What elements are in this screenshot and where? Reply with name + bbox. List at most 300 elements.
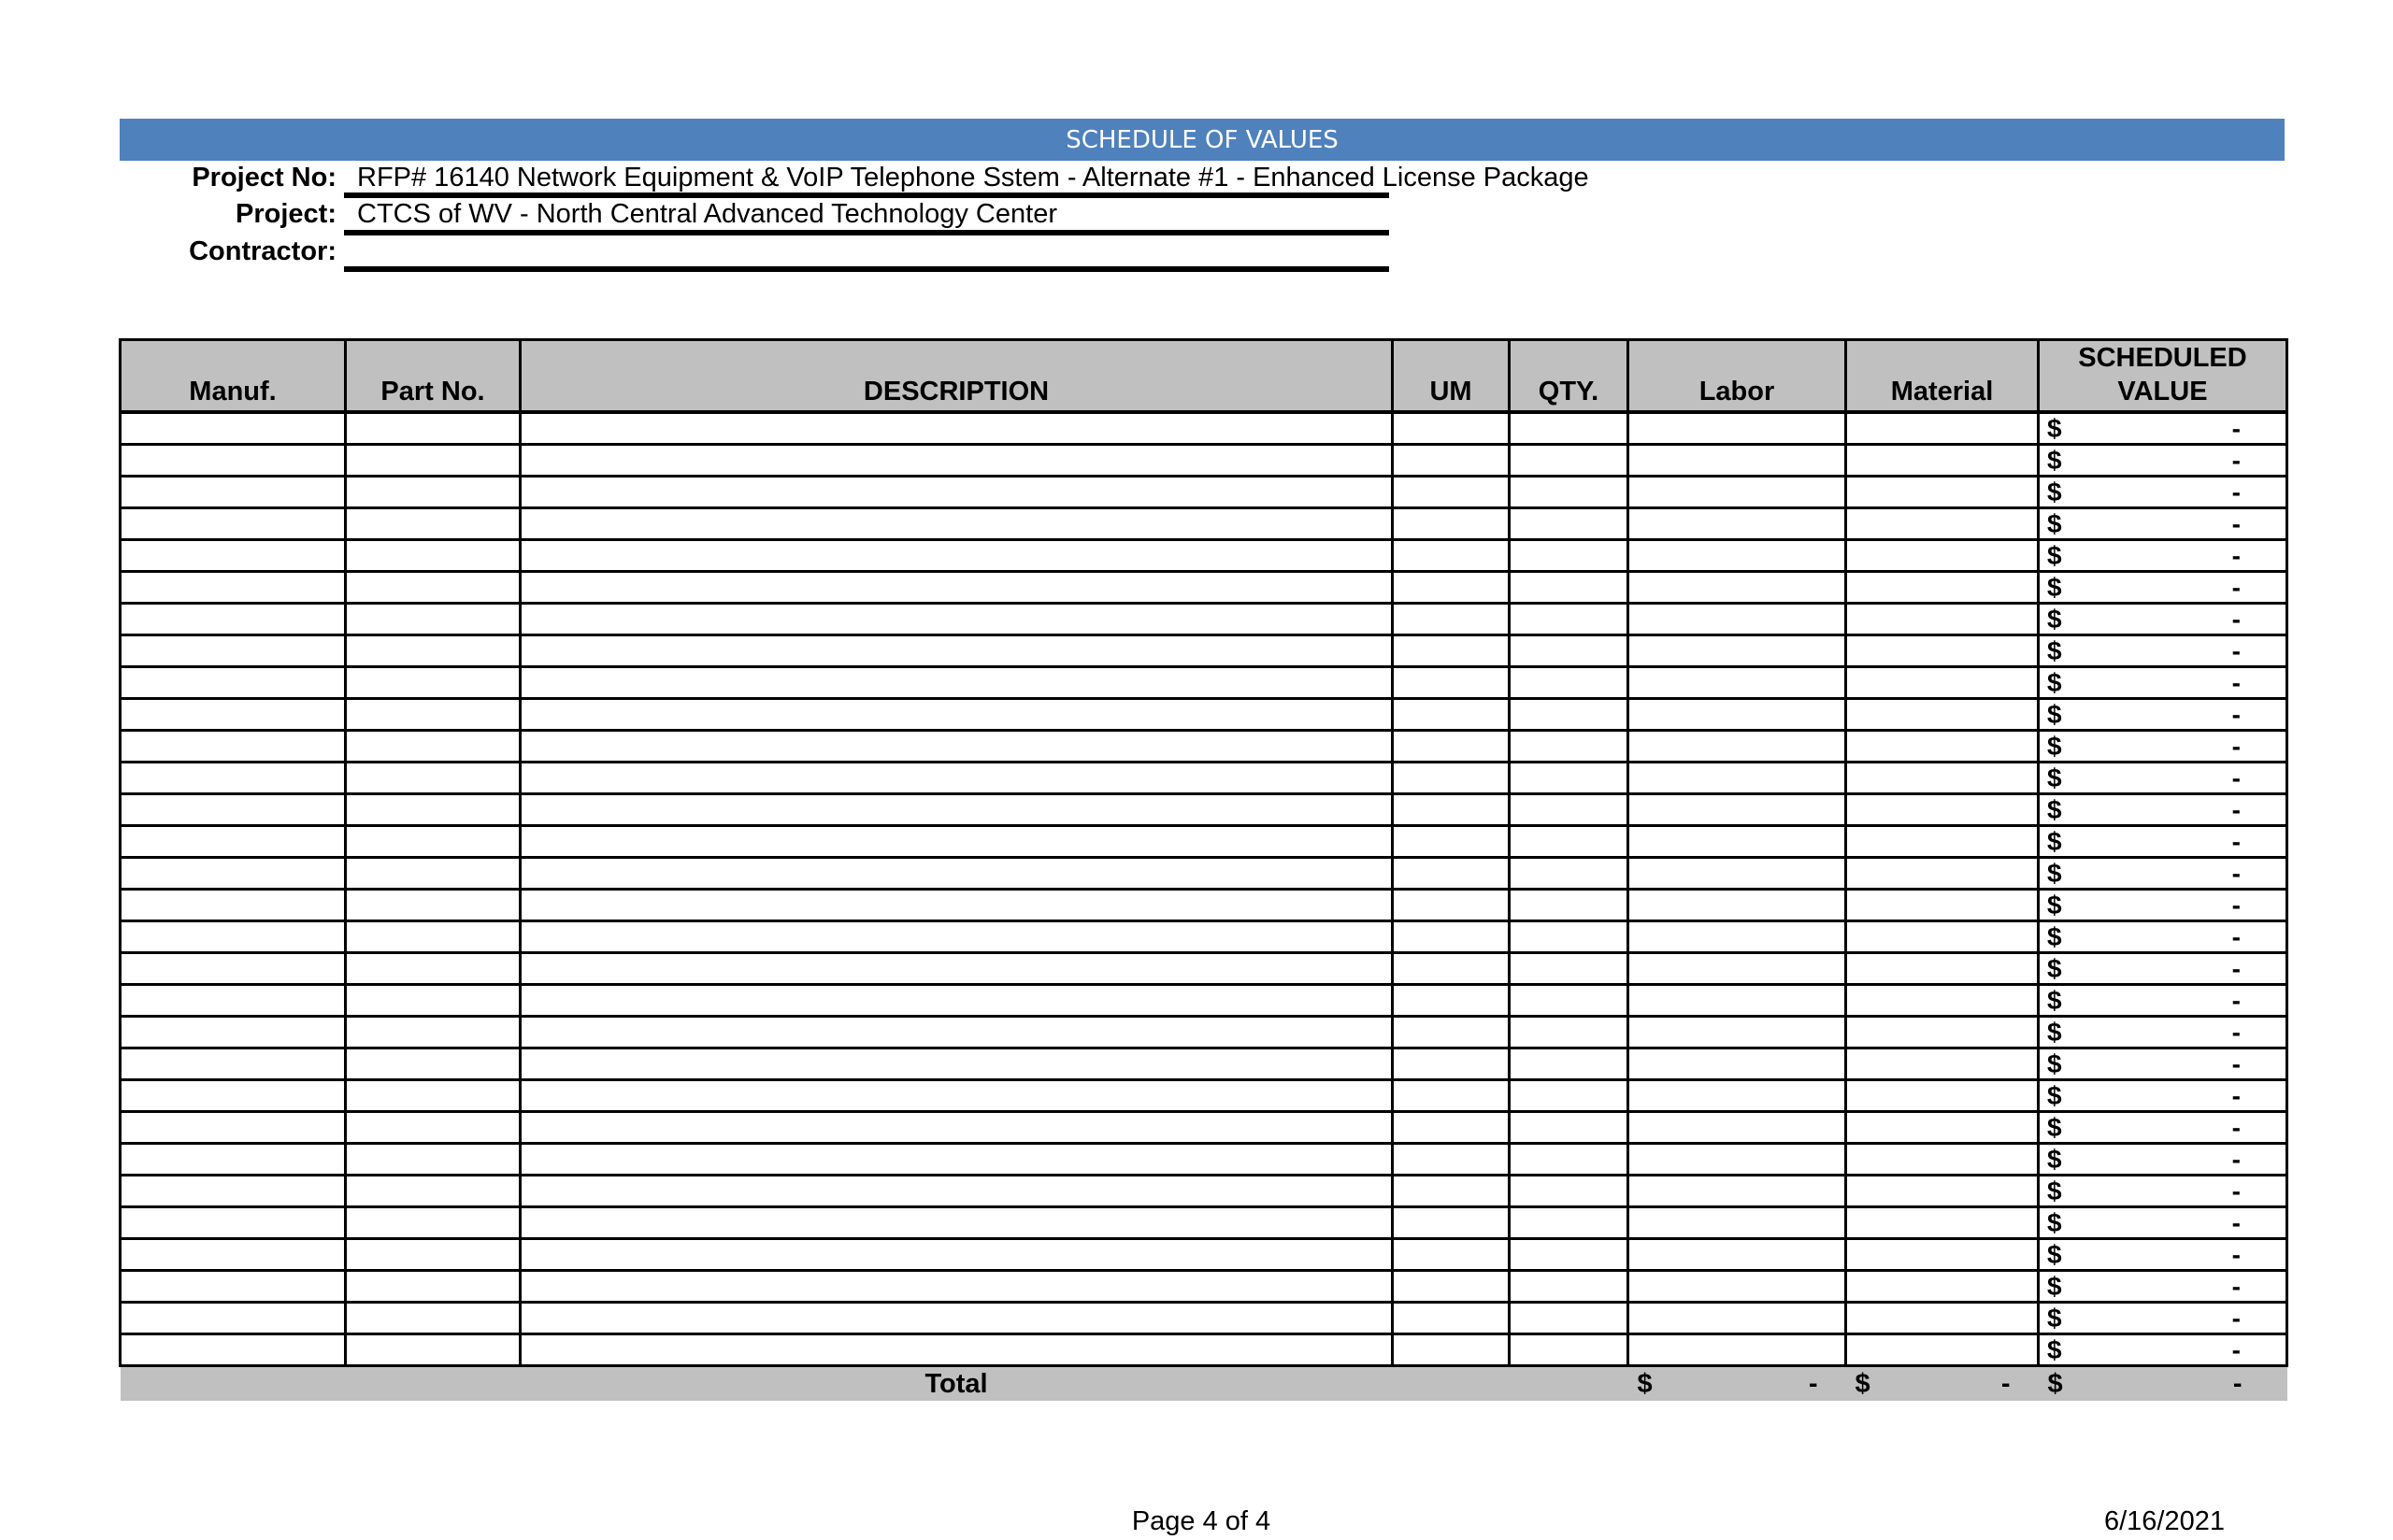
- cell-description[interactable]: [521, 1112, 1393, 1144]
- currency-symbol: $: [2047, 794, 2062, 824]
- currency-symbol: $: [2047, 858, 2062, 888]
- cell-description[interactable]: [521, 953, 1393, 985]
- currency-symbol: $: [2047, 413, 2062, 443]
- cell-qty[interactable]: [1510, 1303, 1628, 1334]
- cell-qty[interactable]: [1510, 1112, 1628, 1144]
- scheduled-value-amount: -: [2231, 1303, 2241, 1333]
- page-number: Page 4 of 4: [1131, 1506, 1271, 1536]
- table-row: [121, 477, 2287, 508]
- cell-qty[interactable]: [1510, 826, 1628, 858]
- cell-description[interactable]: [521, 1207, 1393, 1239]
- table-row: [121, 1303, 2287, 1334]
- cell-scheduled-value: [2039, 1207, 2287, 1239]
- table-row: [121, 1144, 2287, 1176]
- cell-um[interactable]: [1393, 1048, 1510, 1080]
- cell-scheduled-value: [2039, 1239, 2287, 1271]
- cell-material[interactable]: [1846, 667, 2039, 699]
- cell-description[interactable]: [521, 1080, 1393, 1112]
- cell-description[interactable]: [521, 667, 1393, 699]
- cell-labor[interactable]: [1628, 635, 1846, 667]
- cell-um[interactable]: [1393, 826, 1510, 858]
- cell-labor[interactable]: [1628, 1271, 1846, 1303]
- cell-qty[interactable]: [1510, 412, 1628, 445]
- table-row: [121, 985, 2287, 1017]
- cell-part-no[interactable]: [346, 1239, 521, 1271]
- cell-um[interactable]: [1393, 1334, 1510, 1366]
- cell-manuf[interactable]: [121, 1080, 346, 1112]
- cell-qty[interactable]: [1510, 1048, 1628, 1080]
- total-material-value: -: [2000, 1369, 2011, 1399]
- cell-manuf[interactable]: [121, 1048, 346, 1080]
- cell-material[interactable]: [1846, 1207, 2039, 1239]
- project-no-value: RFP# 16140 Network Equipment & VoIP Telephone Sstem - Alternate #1 - Enhanced License Package: [357, 163, 1589, 192]
- cell-scheduled-value: [2039, 604, 2287, 635]
- currency-symbol: $: [2047, 667, 2062, 697]
- cell-labor[interactable]: [1628, 1303, 1846, 1334]
- cell-um[interactable]: [1393, 572, 1510, 604]
- cell-material[interactable]: [1846, 445, 2039, 477]
- cell-qty[interactable]: [1510, 667, 1628, 699]
- cell-material[interactable]: [1846, 572, 2039, 604]
- currency-symbol: $: [2047, 508, 2062, 538]
- cell-um[interactable]: [1393, 540, 1510, 572]
- cell-manuf[interactable]: [121, 1303, 346, 1334]
- currency-symbol: $: [2047, 763, 2062, 792]
- cell-scheduled-value: [2039, 794, 2287, 826]
- cell-material[interactable]: [1846, 508, 2039, 540]
- cell-labor[interactable]: [1628, 794, 1846, 826]
- table-row: [121, 731, 2287, 763]
- cell-um[interactable]: [1393, 953, 1510, 985]
- cell-scheduled-value: [2039, 1080, 2287, 1112]
- project-no-label: Project No:: [192, 163, 337, 192]
- cell-labor[interactable]: [1628, 1176, 1846, 1207]
- cell-material[interactable]: [1846, 731, 2039, 763]
- cell-part-no[interactable]: [346, 890, 521, 921]
- currency-symbol: $: [2047, 731, 2062, 761]
- cell-qty[interactable]: [1510, 699, 1628, 731]
- scheduled-value-amount: -: [2231, 1271, 2241, 1301]
- cell-material[interactable]: [1846, 1048, 2039, 1080]
- table-row: [121, 1080, 2287, 1112]
- table-body: [121, 412, 2287, 1366]
- cell-description[interactable]: [521, 1176, 1393, 1207]
- cell-part-no[interactable]: [346, 763, 521, 794]
- cell-material[interactable]: [1846, 604, 2039, 635]
- cell-description[interactable]: [521, 1303, 1393, 1334]
- cell-part-no[interactable]: [346, 794, 521, 826]
- total-material-cell: [1846, 1366, 2039, 1402]
- currency-symbol: $: [2047, 890, 2062, 920]
- cell-labor[interactable]: [1628, 1017, 1846, 1048]
- cell-description[interactable]: [521, 921, 1393, 953]
- scheduled-value-amount: -: [2231, 1176, 2241, 1205]
- cell-material[interactable]: [1846, 1017, 2039, 1048]
- cell-labor[interactable]: [1628, 1144, 1846, 1176]
- cell-description[interactable]: [521, 508, 1393, 540]
- cell-manuf[interactable]: [121, 763, 346, 794]
- cell-material[interactable]: [1846, 921, 2039, 953]
- cell-material[interactable]: [1846, 858, 2039, 890]
- currency-symbol: $: [2047, 1207, 2062, 1237]
- cell-labor[interactable]: [1628, 667, 1846, 699]
- cell-qty[interactable]: [1510, 1080, 1628, 1112]
- cell-description[interactable]: [521, 699, 1393, 731]
- scheduled-value-amount: -: [2231, 445, 2241, 475]
- cell-manuf[interactable]: [121, 699, 346, 731]
- cell-scheduled-value: [2039, 858, 2287, 890]
- cell-qty[interactable]: [1510, 1334, 1628, 1366]
- cell-qty[interactable]: [1510, 985, 1628, 1017]
- cell-part-no[interactable]: [346, 1303, 521, 1334]
- cell-manuf[interactable]: [121, 1176, 346, 1207]
- col-header-manuf: Manuf.: [121, 340, 346, 413]
- cell-um[interactable]: [1393, 1271, 1510, 1303]
- currency-symbol: $: [2047, 1176, 2062, 1205]
- schedule-title-banner: [120, 119, 2285, 161]
- cell-um[interactable]: [1393, 1176, 1510, 1207]
- cell-description[interactable]: [521, 890, 1393, 921]
- cell-labor[interactable]: [1628, 508, 1846, 540]
- cell-part-no[interactable]: [346, 953, 521, 985]
- print-date: 6/16/2021: [2103, 1506, 2225, 1536]
- cell-part-no[interactable]: [346, 412, 521, 445]
- cell-material[interactable]: [1846, 1239, 2039, 1271]
- cell-qty[interactable]: [1510, 890, 1628, 921]
- cell-material[interactable]: [1846, 1303, 2039, 1334]
- total-scheduled-value: -: [2232, 1369, 2243, 1399]
- cell-material[interactable]: [1846, 1080, 2039, 1112]
- cell-description[interactable]: [521, 1334, 1393, 1366]
- cell-qty[interactable]: [1510, 635, 1628, 667]
- col-header-description: DESCRIPTION: [521, 340, 1393, 413]
- cell-labor[interactable]: [1628, 731, 1846, 763]
- scheduled-value-amount: -: [2231, 635, 2241, 665]
- cell-manuf[interactable]: [121, 1112, 346, 1144]
- cell-labor[interactable]: [1628, 540, 1846, 572]
- scheduled-value-amount: -: [2231, 572, 2241, 602]
- cell-labor[interactable]: [1628, 699, 1846, 731]
- cell-manuf[interactable]: [121, 794, 346, 826]
- cell-labor[interactable]: [1628, 890, 1846, 921]
- cell-qty[interactable]: [1510, 1176, 1628, 1207]
- cell-part-no[interactable]: [346, 826, 521, 858]
- cell-scheduled-value: [2039, 1176, 2287, 1207]
- cell-part-no[interactable]: [346, 540, 521, 572]
- scheduled-value-amount: -: [2231, 890, 2241, 920]
- cell-part-no[interactable]: [346, 667, 521, 699]
- cell-scheduled-value: [2039, 635, 2287, 667]
- cell-description[interactable]: [521, 635, 1393, 667]
- cell-description[interactable]: [521, 572, 1393, 604]
- cell-description[interactable]: [521, 1239, 1393, 1271]
- table-row: [121, 572, 2287, 604]
- cell-qty[interactable]: [1510, 508, 1628, 540]
- cell-manuf[interactable]: [121, 921, 346, 953]
- cell-labor[interactable]: [1628, 921, 1846, 953]
- cell-qty[interactable]: [1510, 445, 1628, 477]
- cell-material[interactable]: [1846, 1334, 2039, 1366]
- table-row: [121, 953, 2287, 985]
- cell-manuf[interactable]: [121, 635, 346, 667]
- cell-part-no[interactable]: [346, 985, 521, 1017]
- cell-description[interactable]: [521, 1017, 1393, 1048]
- scheduled-value-amount: -: [2231, 921, 2241, 951]
- project-underline: [344, 230, 1389, 235]
- table-header-row: [121, 340, 2287, 413]
- cell-um[interactable]: [1393, 890, 1510, 921]
- scheduled-value-amount: -: [2231, 604, 2241, 634]
- cell-part-no[interactable]: [346, 635, 521, 667]
- cell-labor[interactable]: [1628, 445, 1846, 477]
- cell-um[interactable]: [1393, 763, 1510, 794]
- cell-part-no[interactable]: [346, 445, 521, 477]
- cell-part-no[interactable]: [346, 1080, 521, 1112]
- cell-manuf[interactable]: [121, 890, 346, 921]
- scheduled-value-amount: -: [2231, 1334, 2241, 1364]
- cell-um[interactable]: [1393, 921, 1510, 953]
- cell-part-no[interactable]: [346, 1271, 521, 1303]
- cell-description[interactable]: [521, 604, 1393, 635]
- cell-description[interactable]: [521, 985, 1393, 1017]
- cell-labor[interactable]: [1628, 858, 1846, 890]
- cell-manuf[interactable]: [121, 445, 346, 477]
- cell-manuf[interactable]: [121, 985, 346, 1017]
- scheduled-value-amount: -: [2231, 1239, 2241, 1269]
- cell-labor[interactable]: [1628, 826, 1846, 858]
- scheduled-value-amount: -: [2231, 985, 2241, 1015]
- cell-um[interactable]: [1393, 858, 1510, 890]
- cell-part-no[interactable]: [346, 604, 521, 635]
- cell-qty[interactable]: [1510, 604, 1628, 635]
- cell-scheduled-value: [2039, 1271, 2287, 1303]
- cell-um[interactable]: [1393, 508, 1510, 540]
- cell-part-no[interactable]: [346, 1207, 521, 1239]
- cell-manuf[interactable]: [121, 412, 346, 445]
- cell-part-no[interactable]: [346, 1017, 521, 1048]
- cell-material[interactable]: [1846, 477, 2039, 508]
- cell-part-no[interactable]: [346, 1334, 521, 1366]
- cell-part-no[interactable]: [346, 699, 521, 731]
- scheduled-value-amount: -: [2231, 1048, 2241, 1078]
- scheduled-value-amount: -: [2231, 826, 2241, 856]
- cell-description[interactable]: [521, 826, 1393, 858]
- cell-labor[interactable]: [1628, 1080, 1846, 1112]
- cell-um[interactable]: [1393, 1239, 1510, 1271]
- cell-part-no[interactable]: [346, 508, 521, 540]
- cell-um[interactable]: [1393, 604, 1510, 635]
- cell-manuf[interactable]: [121, 604, 346, 635]
- cell-manuf[interactable]: [121, 1239, 346, 1271]
- cell-qty[interactable]: [1510, 953, 1628, 985]
- cell-material[interactable]: [1846, 1176, 2039, 1207]
- cell-part-no[interactable]: [346, 921, 521, 953]
- cell-manuf[interactable]: [121, 508, 346, 540]
- cell-labor[interactable]: [1628, 763, 1846, 794]
- col-header-scheduled-line1: SCHEDULED: [2078, 343, 2247, 373]
- cell-labor[interactable]: [1628, 412, 1846, 445]
- cell-labor[interactable]: [1628, 985, 1846, 1017]
- cell-description[interactable]: [521, 477, 1393, 508]
- col-header-labor: Labor: [1628, 340, 1846, 413]
- total-blank-um: [1393, 1366, 1510, 1402]
- cell-um[interactable]: [1393, 477, 1510, 508]
- cell-material[interactable]: [1846, 540, 2039, 572]
- table-row: [121, 412, 2287, 445]
- cell-description[interactable]: [521, 445, 1393, 477]
- cell-manuf[interactable]: [121, 572, 346, 604]
- cell-qty[interactable]: [1510, 1271, 1628, 1303]
- cell-part-no[interactable]: [346, 1144, 521, 1176]
- cell-qty[interactable]: [1510, 1017, 1628, 1048]
- cell-manuf[interactable]: [121, 667, 346, 699]
- cell-material[interactable]: [1846, 1144, 2039, 1176]
- cell-um[interactable]: [1393, 794, 1510, 826]
- cell-um[interactable]: [1393, 1207, 1510, 1239]
- cell-part-no[interactable]: [346, 1048, 521, 1080]
- cell-material[interactable]: [1846, 699, 2039, 731]
- cell-labor[interactable]: [1628, 1207, 1846, 1239]
- cell-manuf[interactable]: [121, 826, 346, 858]
- cell-material[interactable]: [1846, 412, 2039, 445]
- table-row: [121, 540, 2287, 572]
- table-row: [121, 699, 2287, 731]
- cell-um[interactable]: [1393, 667, 1510, 699]
- scheduled-value-amount: -: [2231, 731, 2241, 761]
- col-header-scheduled-value: [2039, 340, 2287, 413]
- cell-scheduled-value: [2039, 953, 2287, 985]
- cell-um[interactable]: [1393, 699, 1510, 731]
- table-row: [121, 635, 2287, 667]
- col-header-um: UM: [1393, 340, 1510, 413]
- cell-qty[interactable]: [1510, 572, 1628, 604]
- cell-material[interactable]: [1846, 635, 2039, 667]
- cell-manuf[interactable]: [121, 540, 346, 572]
- cell-qty[interactable]: [1510, 477, 1628, 508]
- table-row: [121, 1112, 2287, 1144]
- cell-scheduled-value: [2039, 508, 2287, 540]
- contractor-label: Contractor:: [189, 236, 337, 266]
- cell-labor[interactable]: [1628, 477, 1846, 508]
- cell-material[interactable]: [1846, 763, 2039, 794]
- cell-description[interactable]: [521, 1144, 1393, 1176]
- cell-part-no[interactable]: [346, 1176, 521, 1207]
- cell-material[interactable]: [1846, 890, 2039, 921]
- cell-material[interactable]: [1846, 826, 2039, 858]
- cell-qty[interactable]: [1510, 763, 1628, 794]
- cell-description[interactable]: [521, 731, 1393, 763]
- cell-labor[interactable]: [1628, 1048, 1846, 1080]
- cell-um[interactable]: [1393, 1112, 1510, 1144]
- cell-um[interactable]: [1393, 731, 1510, 763]
- cell-material[interactable]: [1846, 1112, 2039, 1144]
- table-row: [121, 1271, 2287, 1303]
- cell-part-no[interactable]: [346, 477, 521, 508]
- cell-qty[interactable]: [1510, 540, 1628, 572]
- scheduled-value-amount: -: [2231, 1207, 2241, 1237]
- cell-um[interactable]: [1393, 1303, 1510, 1334]
- currency-symbol: $: [2047, 921, 2062, 951]
- cell-scheduled-value: [2039, 921, 2287, 953]
- cell-material[interactable]: [1846, 953, 2039, 985]
- scheduled-value-amount: -: [2231, 1017, 2241, 1047]
- cell-manuf[interactable]: [121, 858, 346, 890]
- scheduled-value-amount: -: [2231, 667, 2241, 697]
- cell-um[interactable]: [1393, 445, 1510, 477]
- cell-manuf[interactable]: [121, 1144, 346, 1176]
- cell-um[interactable]: [1393, 412, 1510, 445]
- cell-manuf[interactable]: [121, 731, 346, 763]
- table-row: [121, 1239, 2287, 1271]
- cell-manuf[interactable]: [121, 1271, 346, 1303]
- cell-description[interactable]: [521, 412, 1393, 445]
- cell-manuf[interactable]: [121, 1334, 346, 1366]
- cell-qty[interactable]: [1510, 1144, 1628, 1176]
- cell-qty[interactable]: [1510, 1239, 1628, 1271]
- cell-manuf[interactable]: [121, 953, 346, 985]
- cell-labor[interactable]: [1628, 953, 1846, 985]
- cell-labor[interactable]: [1628, 1239, 1846, 1271]
- cell-description[interactable]: [521, 1048, 1393, 1080]
- cell-scheduled-value: [2039, 540, 2287, 572]
- total-label: Total: [521, 1366, 1393, 1402]
- cell-qty[interactable]: [1510, 858, 1628, 890]
- scheduled-value-amount: -: [2231, 1144, 2241, 1174]
- cell-description[interactable]: [521, 794, 1393, 826]
- table-row: [121, 445, 2287, 477]
- cell-material[interactable]: [1846, 794, 2039, 826]
- cell-qty[interactable]: [1510, 794, 1628, 826]
- currency-symbol: $: [2047, 1239, 2062, 1269]
- currency-symbol: $: [2047, 604, 2062, 634]
- cell-labor[interactable]: [1628, 604, 1846, 635]
- cell-manuf[interactable]: [121, 1017, 346, 1048]
- cell-description[interactable]: [521, 858, 1393, 890]
- cell-um[interactable]: [1393, 985, 1510, 1017]
- cell-um[interactable]: [1393, 1017, 1510, 1048]
- scheduled-value-amount: -: [2231, 1112, 2241, 1142]
- cell-part-no[interactable]: [346, 731, 521, 763]
- currency-symbol: $: [2047, 1112, 2062, 1142]
- currency-symbol: $: [2047, 1017, 2062, 1047]
- cell-part-no[interactable]: [346, 858, 521, 890]
- table-row: [121, 1176, 2287, 1207]
- total-material-currency: $: [1855, 1369, 1870, 1399]
- currency-symbol: $: [2047, 635, 2062, 665]
- cell-qty[interactable]: [1510, 1207, 1628, 1239]
- cell-um[interactable]: [1393, 1144, 1510, 1176]
- cell-scheduled-value: [2039, 763, 2287, 794]
- cell-description[interactable]: [521, 763, 1393, 794]
- cell-labor[interactable]: [1628, 1112, 1846, 1144]
- scheduled-value-amount: -: [2231, 413, 2241, 443]
- cell-description[interactable]: [521, 540, 1393, 572]
- cell-material[interactable]: [1846, 985, 2039, 1017]
- cell-part-no[interactable]: [346, 572, 521, 604]
- cell-labor[interactable]: [1628, 1334, 1846, 1366]
- cell-qty[interactable]: [1510, 731, 1628, 763]
- currency-symbol: $: [2047, 445, 2062, 475]
- cell-um[interactable]: [1393, 1080, 1510, 1112]
- cell-description[interactable]: [521, 1271, 1393, 1303]
- cell-manuf[interactable]: [121, 1207, 346, 1239]
- cell-labor[interactable]: [1628, 572, 1846, 604]
- cell-um[interactable]: [1393, 635, 1510, 667]
- cell-part-no[interactable]: [346, 1112, 521, 1144]
- cell-material[interactable]: [1846, 1271, 2039, 1303]
- cell-manuf[interactable]: [121, 477, 346, 508]
- cell-qty[interactable]: [1510, 921, 1628, 953]
